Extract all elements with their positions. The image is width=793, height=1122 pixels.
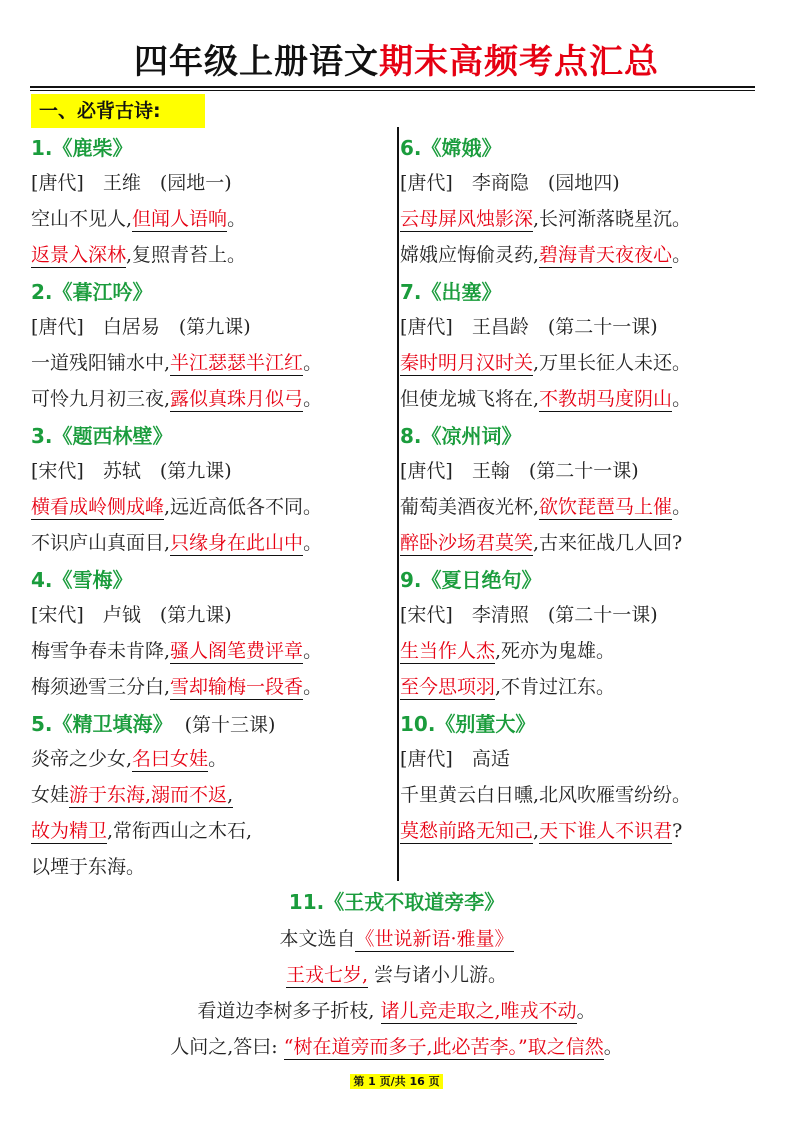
poem-3-line-2: 不识庐山真面目,只缘身在此山中。 <box>31 532 323 554</box>
poem-7-line-2: 但使龙城飞将在,不教胡马度阴山。 <box>400 388 692 410</box>
poem-9-line-2: 至今思项羽,不肯过江东。 <box>400 676 616 698</box>
poem-3-line-1: 横看成岭侧成峰,远近高低各不同。 <box>31 496 323 518</box>
poem-11-line-3: 看道边李树多子折枝, 诸儿竞走取之,唯戎不动。 <box>197 1000 596 1022</box>
section-header: 一、必背古诗: <box>31 94 205 128</box>
poem-5-line-2: 女娃游于东海,溺而不返, <box>31 784 234 806</box>
poem-4-title: 4.《雪梅》 <box>31 568 133 592</box>
poem-10-line-1: 千里黄云白日曛,北风吹雁雪纷纷。 <box>400 784 692 806</box>
page-number: 第 1 页/共 16 页 <box>350 1074 442 1089</box>
poem-9-meta: [宋代] 李清照 (第二十一课) <box>400 604 658 626</box>
title-rule-thick <box>30 86 755 88</box>
poem-11-line-2: 王戎七岁, 尝与诸小儿游。 <box>285 964 508 986</box>
poem-6-title: 6.《嫦娥》 <box>400 136 502 160</box>
poem-11-line-4: 人问之,答曰: “树在道旁而多子,此必苦李。”取之信然。 <box>170 1036 623 1058</box>
poem-8-title: 8.《凉州词》 <box>400 424 522 448</box>
poem-5-line-4: 以堙于东海。 <box>31 856 146 878</box>
poem-1-line-1: 空山不见人,但闻人语响。 <box>31 208 247 230</box>
poem-4-line-2: 梅须逊雪三分白,雪却输梅一段香。 <box>31 676 323 698</box>
poem-9-line-1: 生当作人杰,死亦为鬼雄。 <box>400 640 616 662</box>
poem-2-line-1: 一道残阳铺水中,半江瑟瑟半江红。 <box>31 352 323 374</box>
poem-5-line-1: 炎帝之少女,名曰女娃。 <box>31 748 228 770</box>
poem-5-line-3: 故为精卫,常衔西山之木石, <box>31 820 253 842</box>
poem-2-title: 2.《暮江吟》 <box>31 280 153 304</box>
page-title: 四年级上册语文期末高频考点汇总 <box>134 42 659 82</box>
poem-1-meta: [唐代] 王维 (园地一) <box>31 172 232 194</box>
poem-11-title: 11.《王戎不取道旁李》 <box>288 890 505 914</box>
poem-8-line-1: 葡萄美酒夜光杯,欲饮琵琶马上催。 <box>400 496 692 518</box>
poem-2-line-2: 可怜九月初三夜,露似真珠月似弓。 <box>31 388 323 410</box>
poem-6-line-1: 云母屏风烛影深,长河渐落晓星沉。 <box>400 208 692 230</box>
column-divider <box>397 127 399 881</box>
poem-7-title: 7.《出塞》 <box>400 280 502 304</box>
poem-6-line-2: 嫦娥应悔偷灵药,碧海青天夜夜心。 <box>400 244 692 266</box>
poem-4-line-1: 梅雪争春未肯降,骚人阁笔费评章。 <box>31 640 323 662</box>
poem-8-meta: [唐代] 王翰 (第二十一课) <box>400 460 639 482</box>
poem-1-line-2: 返景入深林,复照青苔上。 <box>31 244 247 266</box>
poem-5-title: 5.《精卫填海》 (第十三课) <box>31 712 276 736</box>
poem-6-meta: [唐代] 李商隐 (园地四) <box>400 172 620 194</box>
poem-1-title: 1.《鹿柴》 <box>31 136 133 160</box>
page-footer <box>0 1070 793 1089</box>
poem-11-line-1: 本文选自《世说新语·雅量》 <box>279 928 514 950</box>
poem-4-meta: [宋代] 卢钺 (第九课) <box>31 604 232 626</box>
poem-3-title: 3.《题西林壁》 <box>31 424 173 448</box>
poem-10-title: 10.《别董大》 <box>400 712 536 736</box>
poem-2-meta: [唐代] 白居易 (第九课) <box>31 316 251 338</box>
title-rule-thin <box>30 90 755 91</box>
poem-10-line-2: 莫愁前路无知己,天下谁人不识君? <box>400 820 683 842</box>
poem-3-meta: [宋代] 苏轼 (第九课) <box>31 460 232 482</box>
poem-7-meta: [唐代] 王昌龄 (第二十一课) <box>400 316 658 338</box>
poem-7-line-1: 秦时明月汉时关,万里长征人未还。 <box>400 352 692 374</box>
poem-8-line-2: 醉卧沙场君莫笑,古来征战几人回? <box>400 532 683 554</box>
poem-9-title: 9.《夏日绝句》 <box>400 568 542 592</box>
poem-10-meta: [唐代] 高适 <box>400 748 510 770</box>
